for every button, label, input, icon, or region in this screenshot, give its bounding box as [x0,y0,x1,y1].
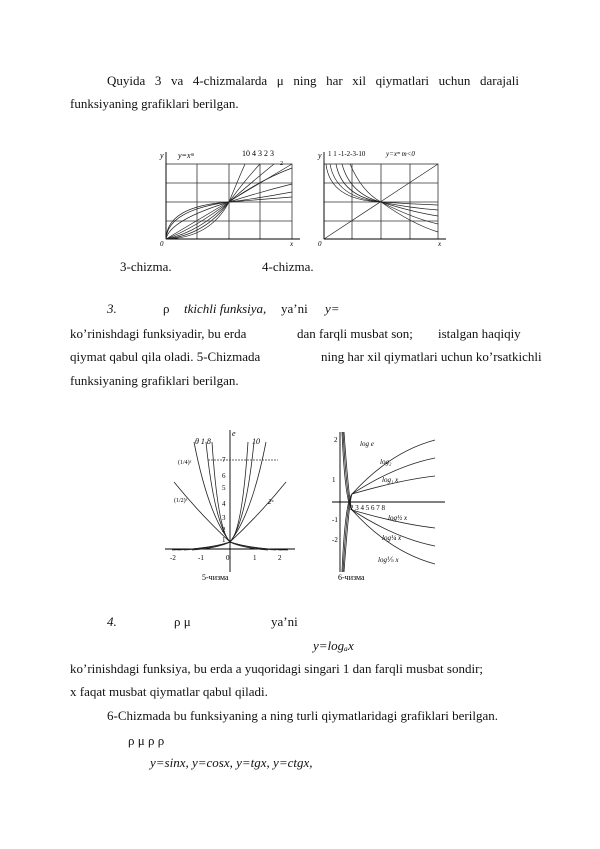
fig5-ytick-4: 4 [222,500,226,508]
fig5-ytick-1: 1 [222,536,226,544]
fig3-formula: y=xᵐ [178,151,194,160]
fig5-e-label: e [232,429,236,438]
caption-3: 3-chizma. [120,259,172,274]
fig5-ytick-5: 5 [222,484,226,492]
fig6-log-e: log e [360,440,374,448]
section-3-line-2a: ko’rinishdagi funksiyadir, bu erda [70,326,247,341]
section-4-symbols: ρ μ [174,614,191,629]
fig4-formula: y=xᵐ m<0 [386,150,415,158]
fig3-origin: 0 [160,240,164,248]
section-3-symbol: ρ [163,301,170,316]
fig6-ytick-m1: -1 [332,516,338,524]
trig-functions: y=sinx, y=cosx, y=tgx, y=ctgx, [150,755,313,770]
section-3-yani: ya’ni [281,301,308,316]
power-function-graphs [150,140,450,252]
exponential-log-graphs [160,422,450,587]
fig5-frac-b: (1/2)ˣ [174,498,188,504]
section-3-title: tkichli funksiya, [184,301,267,316]
fig5-ytick-7: 7 [222,456,226,464]
intro-line-2: funksiyaning grafiklari berilgan. [70,96,239,111]
fig3-exponents: 10 4 3 2 3 [242,149,274,158]
fig5-ytick-2: 2 [222,526,226,534]
fig5-xtick-2: 2 [278,554,282,562]
fig6-ytick-1: 1 [332,476,336,484]
fig5-frac-a: (1/4)ˣ [178,460,192,466]
fig6-ytick-2: 2 [334,436,338,444]
section-4-line-5: ρ μ ρ ρ [128,733,165,748]
fig6-caption: 6-чизма [338,573,365,582]
fig5-caption: 5-чизма [202,573,229,582]
fig6-log-1: log₁ x [382,476,399,484]
section-4-formula: y=logₐx [313,638,354,653]
intro-line-1: Quyida 3 va 4-chizmalarda μ ning har xil qiymatlari uchun darajali [107,73,519,88]
fig3-y-label: y [160,151,164,160]
fig6-log-b: log½ x [388,514,408,522]
fig5-xtick-m1: -1 [198,554,204,562]
fig6-log-d: log⅕ x [378,556,399,564]
fig3-x-label: x [290,240,294,248]
section-3-line-3b: ning har xil qiymatlari uchun ko’rsatkichli [321,349,542,364]
fig6-log-2: log₂ [380,458,392,466]
fig5-ytick-3: 3 [222,514,226,522]
fig5-2x-label: 2ˣ [268,498,274,506]
fig5-xtick-m2: -2 [170,554,176,562]
fig4-exponents: 1 1 -1-2-3-10 [328,150,366,158]
fig5-xtick-1: 1 [253,554,257,562]
section-3-line-4: funksiyaning grafiklari berilgan. [70,373,239,388]
section-3-line-2b: dan farqli musbat son; [297,326,413,341]
fig6-xticks: 2 3 4 5 6 7 8 [350,504,385,512]
section-4-line-2: ko’rinishdagi funksiya, bu erda a yuqoridagi singari 1 dan farqli musbat sondir; [70,661,484,676]
fig5-top-labels: θ 1 8 [195,437,211,446]
fig5-xtick-0: 0 [226,554,230,562]
fig4-x-label: x [438,240,442,248]
section-3-formula: y= [325,301,340,316]
section-4-number: 4. [107,614,117,629]
section-3-line-2c: istalgan haqiqiy [438,326,521,341]
fig6-ytick-m2: -2 [332,536,338,544]
section-4-yani: ya’ni [271,614,298,629]
fig3-exp-frac: 2 [280,161,283,167]
section-3-line-3a: qiymat qabul qila oladi. 5-Chizmada [70,349,261,364]
fig5-ytick-6: 6 [222,472,226,480]
fig4-origin: 0 [318,240,322,248]
caption-4: 4-chizma. [262,259,314,274]
fig5-top-ten: 10 [252,437,260,446]
section-4-line-3: x faqat musbat qiymatlar qabul qiladi. [70,684,268,699]
fig4-y-label: y [318,151,322,160]
section-4-line-4: 6-Chizmada bu funksiyaning a ning turli qiymatlaridagi grafiklari berilgan. [107,708,498,723]
fig6-log-c: log¼ x [382,534,402,542]
section-3-number: 3. [107,301,117,316]
